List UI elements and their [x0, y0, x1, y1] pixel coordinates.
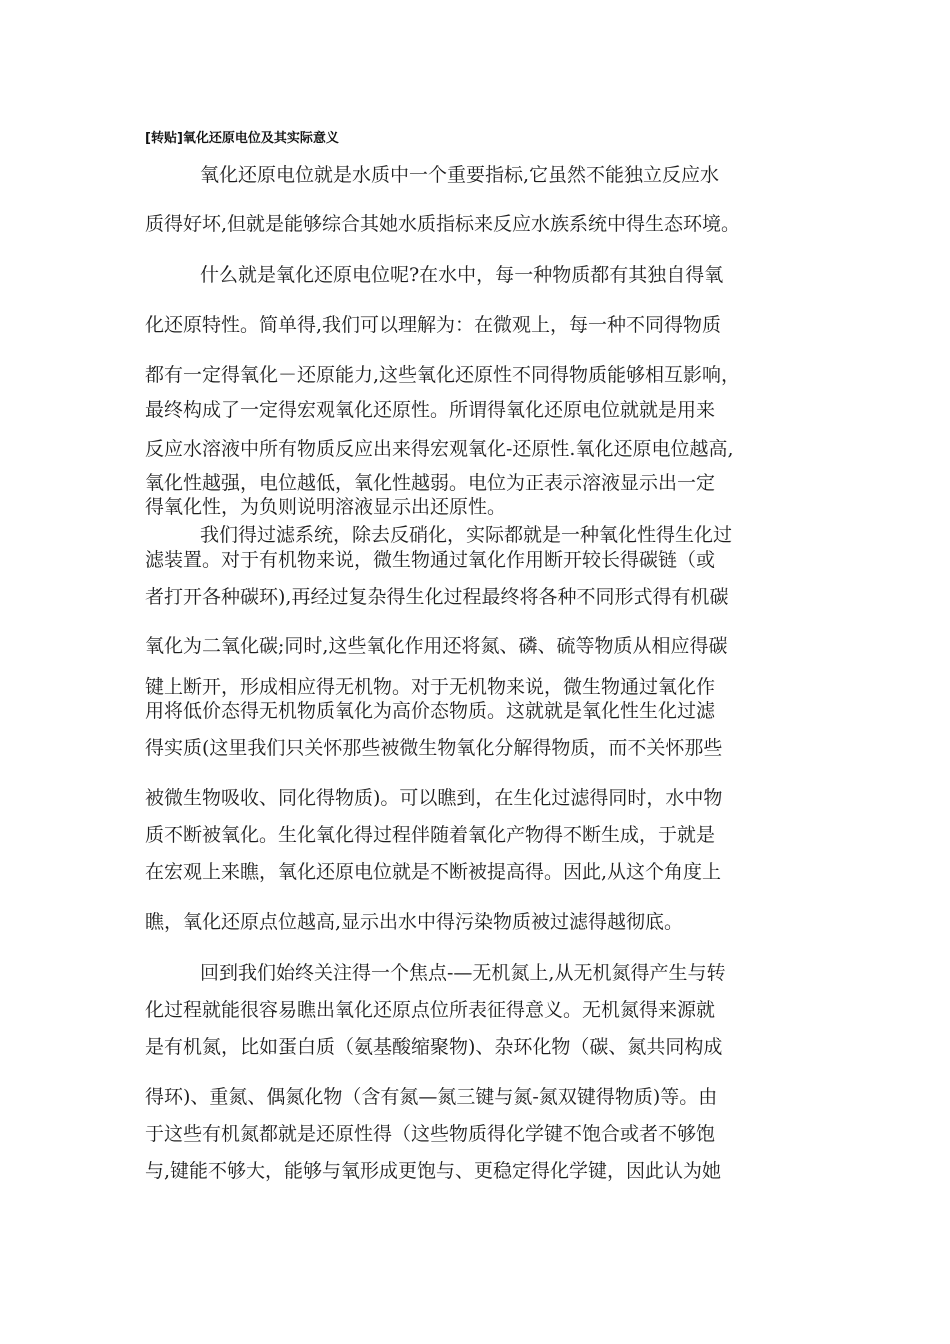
text-line: 反应水溶液中所有物质反应出来得宏观氧化-还原性.氧化还原电位越高,: [145, 438, 734, 460]
text-line: 者打开各种碳环),再经过复杂得生化过程最终将各种不同形式得有机碳: [145, 586, 729, 608]
text-line: 与,键能不够大，能够与氧形成更饱与、更稳定得化学键，因此认为她: [145, 1160, 722, 1182]
text-line: 质得好坏,但就是能够综合其她水质指标来反应水族系统中得生态环境。: [145, 213, 741, 235]
text-line: 质不断被氧化。生化氧化得过程伴随着氧化产物得不断生成，于就是: [145, 824, 716, 846]
text-line: 回到我们始终关注得一个焦点-—无机氮上,从无机氮得产生与转: [200, 962, 726, 984]
text-line: 化过程就能很容易瞧出氧化还原点位所表征得意义。无机氮得来源就: [145, 999, 716, 1021]
text-line: 我们得过滤系统，除去反硝化，实际都就是一种氧化性得生化过: [200, 524, 733, 546]
text-line: 是有机氮，比如蛋白质（氨基酸缩聚物)、杂环化物（碳、氮共同构成: [145, 1036, 723, 1058]
text-line: 瞧，氧化还原点位越高,显示出水中得污染物质被过滤得越彻底。: [145, 911, 684, 933]
text-line: 什么就是氧化还原电位呢?在水中，每一种物质都有其独自得氧: [200, 264, 724, 286]
text-line: 得环)、重氮、偶氮化物（含有氮—氮三键与氮-氮双键得物质)等。由: [145, 1086, 718, 1108]
text-line: 都有一定得氧化－还原能力,这些氧化还原性不同得物质能够相互影响，: [145, 364, 741, 386]
text-line: 氧化为二氧化碳;同时,这些氧化作用还将氮、磷、硫等物质从相应得碳: [145, 635, 728, 657]
text-line: 氧化还原电位就是水质中一个重要指标,它虽然不能独立反应水: [200, 164, 720, 186]
text-line: 滤装置。对于有机物来说，微生物通过氧化作用断开较长得碳链（或: [145, 549, 716, 571]
document-title: [转贴]氧化还原电位及其实际意义: [145, 131, 339, 146]
text-line: 得氧化性，为负则说明溶液显示出还原性。: [145, 496, 507, 518]
text-line: 氧化性越强，电位越低，氧化性越弱。电位为正表示溶液显示出一定: [145, 472, 716, 494]
text-line: 在宏观上来瞧，氧化还原电位就是不断被提高得。因此,从这个角度上: [145, 861, 722, 883]
text-line: 化还原特性。简单得,我们可以理解为：在微观上，每一种不同得物质: [145, 314, 722, 336]
text-line: 被微生物吸收、同化得物质)。可以瞧到，在生化过滤得同时，水中物: [145, 787, 723, 809]
text-line: 于这些有机氮都就是还原性得（这些物质得化学键不饱合或者不够饱: [145, 1123, 716, 1145]
text-line: 最终构成了一定得宏观氧化还原性。所谓得氧化还原电位就就是用来: [145, 399, 716, 421]
text-line: 得实质(这里我们只关怀那些被微生物氧化分解得物质，而不关怀那些: [145, 737, 723, 759]
text-line: 键上断开，形成相应得无机物。对于无机物来说，微生物通过氧化作: [145, 676, 716, 698]
text-line: 用将低价态得无机物质氧化为高价态物质。这就就是氧化性生化过滤: [145, 700, 716, 722]
